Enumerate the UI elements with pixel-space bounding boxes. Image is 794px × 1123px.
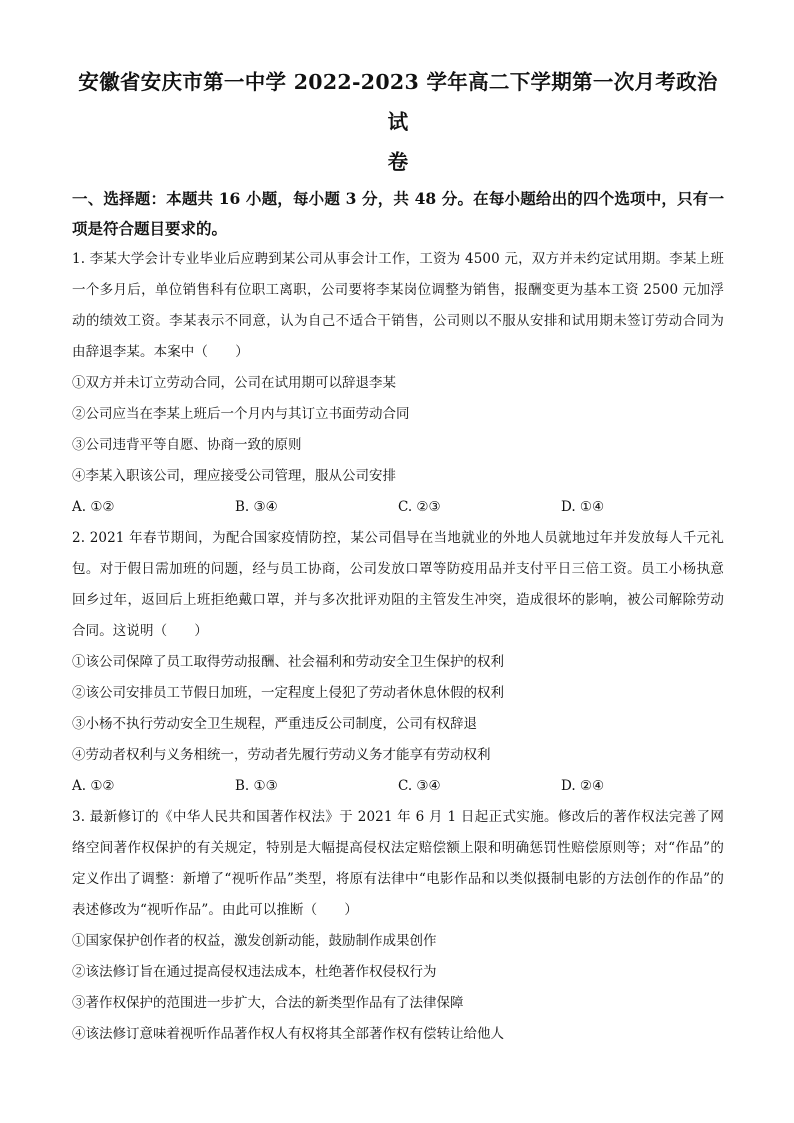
statement-4: ④该法修订意味着视听作品著作权人有权将其全部著作权有偿转让给他人 bbox=[72, 1026, 504, 1042]
document-title-line-2: 卷 bbox=[387, 150, 409, 174]
statement-4: ④李某入职该公司，理应接受公司管理，服从公司安排 bbox=[72, 468, 396, 484]
answer-choices bbox=[72, 771, 724, 802]
document-title-line-1: 安徽省安庆市第一中学 2022-2023 学年高二下学期第一次月考政治试 bbox=[78, 70, 718, 134]
document-title bbox=[72, 62, 724, 182]
statement-1: ①该公司保障了员工取得劳动报酬、社会福利和劳动安全卫生保护的权利 bbox=[72, 654, 504, 670]
section-heading: 一、选择题：本题共 16 小题，每小题 3 分，共 48 分。在每小题给出的四个选项中，只有一项是符合题目要求的。 bbox=[72, 189, 724, 238]
choice-a: A. ①② bbox=[72, 778, 115, 794]
statement-1: ①双方并未订立劳动合同，公司在试用期可以辞退李某 bbox=[72, 375, 396, 391]
question-stem: 3. 最新修订的《中华人民共和国著作权法》于 2021 年 6 月 1 日起正式实施。修改后的著作权法完善了网络空间著作权保护的有关规定，特别是大幅提高侵权法定赔偿额上限和明确惩罚性赔偿原则等；对“作品”的定义作出了调整：新增了“视听作品”类型，将原有法律中“电影作品和以类似摄制电影的方法创作的作品”的表述修改为“视听作品”。由此可以推断（ ） bbox=[72, 809, 724, 918]
choice-b: B. ①③ bbox=[235, 778, 278, 794]
statement-3: ③小杨不执行劳动安全卫生规程，严重违反公司制度，公司有权辞退 bbox=[72, 716, 477, 732]
statement-3: ③公司违背平等自愿、协商一致的原则 bbox=[72, 437, 302, 453]
question-stem: 1. 李某大学会计专业毕业后应聘到某公司从事会计工作，工资为 4500 元，双方并未约定试用期。李某上班一个多月后，单位销售科有位职工离职，公司要将李某岗位调整为销售，报酬变更为基本工资 2500 元加浮动的绩效工资。李某表示不同意，认为自己不适合干销售，公司则以不服从安排和试用期未签订劳动合同为由辞退李某。本案中（ ） bbox=[72, 251, 724, 360]
question-stem: 2. 2021 年春节期间，为配合国家疫情防控，某公司倡导在当地就业的外地人员就地过年并发放每人千元礼包。对于假日需加班的问题，经与员工协商，公司发放口罩等防疫用品并支付平日三倍工资。员工小杨执意回乡过年，返回后上班拒绝戴口罩，并与多次批评劝阻的主管发生冲突，造成很坏的影响，被公司解除劳动合同。这说明（ ） bbox=[72, 530, 724, 639]
statement-1: ①国家保护创作者的权益，激发创新动能，鼓励制作成果创作 bbox=[72, 933, 437, 949]
statement-2: ②公司应当在李某上班后一个月内与其订立书面劳动合同 bbox=[72, 406, 410, 422]
choice-d: D. ①④ bbox=[561, 499, 605, 515]
statement-2: ②该法修订旨在通过提高侵权违法成本，杜绝著作权侵权行为 bbox=[72, 964, 437, 980]
exam-page bbox=[72, 62, 724, 1050]
question-3 bbox=[72, 802, 724, 1050]
choice-a: A. ①② bbox=[72, 499, 115, 515]
answer-choices bbox=[72, 492, 724, 523]
statement-3: ③著作权保护的范围进一步扩大，合法的新类型作品有了法律保障 bbox=[72, 995, 464, 1011]
statement-2: ②该公司安排员工节假日加班，一定程度上侵犯了劳动者休息休假的权利 bbox=[72, 685, 504, 701]
choice-c: C. ②③ bbox=[398, 499, 441, 515]
question-1 bbox=[72, 244, 724, 523]
question-2 bbox=[72, 523, 724, 802]
statement-4: ④劳动者权利与义务相统一，劳动者先履行劳动义务才能享有劳动权利 bbox=[72, 747, 491, 763]
choice-d: D. ②④ bbox=[561, 778, 605, 794]
choice-b: B. ③④ bbox=[235, 499, 278, 515]
choice-c: C. ③④ bbox=[398, 778, 441, 794]
